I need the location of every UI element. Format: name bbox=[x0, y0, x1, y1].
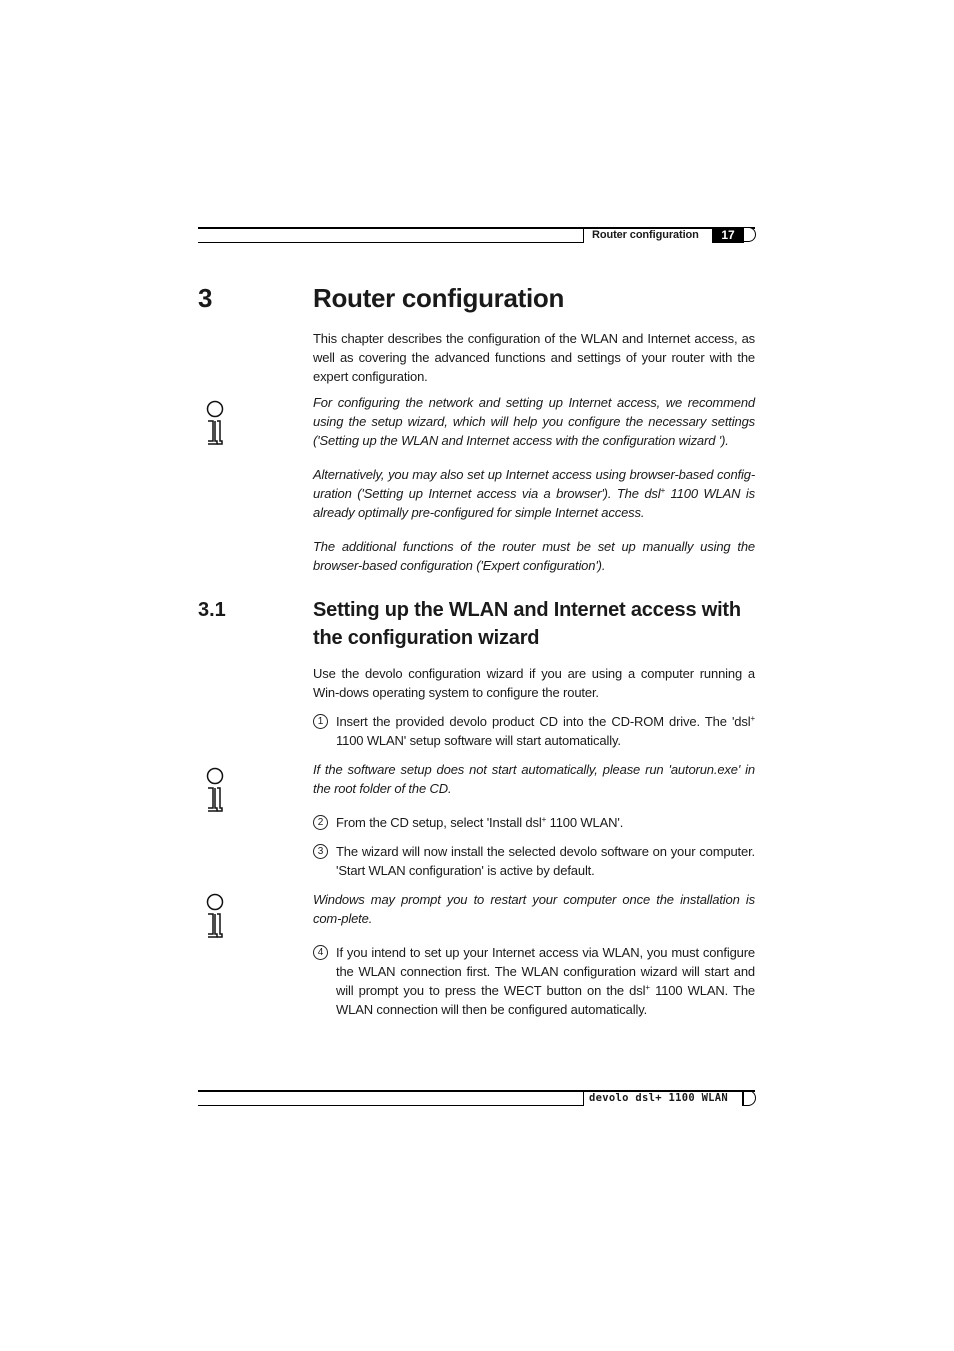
info-icon bbox=[203, 893, 227, 939]
step-marker: 3 bbox=[313, 844, 328, 859]
header-separator bbox=[583, 228, 584, 243]
chapter-number: 3 bbox=[198, 283, 213, 313]
step-text: From the CD setup, select 'Install dsl+ 1100 WLAN'. bbox=[336, 815, 624, 830]
chapter-title: Router configuration bbox=[313, 283, 565, 313]
step-item bbox=[313, 943, 755, 1019]
step-item bbox=[313, 813, 755, 832]
header-rule-bottom bbox=[198, 242, 584, 243]
section-intro: Use the devolo configuration wizard if you are using a computer running a Win-dows operating system to configure the router. bbox=[313, 666, 755, 700]
note-setup-wizard: For configuring the network and setting up Internet access, we recommend using the setup wizard, which will help you configure the necessary settings ('Setting up the WLAN and Internet access with the configuration wizard '). bbox=[313, 395, 755, 448]
chapter-intro: This chapter describes the configuration of the WLAN and Internet access, as well as covering the advanced functions and settings of your router with the expert configuration. bbox=[313, 331, 755, 384]
note-additional-functions: The additional functions of the router must be set up manually using the browser-based configuration ('Expert configuration'). bbox=[313, 539, 755, 573]
step-marker: 2 bbox=[313, 815, 328, 830]
footer-rule-bottom bbox=[198, 1105, 584, 1106]
step-marker: 4 bbox=[313, 945, 328, 960]
step-marker: 1 bbox=[313, 714, 328, 729]
note-autorun: If the software setup does not start automatically, please run 'autorun.exe' in the root folder of the CD. bbox=[313, 762, 755, 796]
footer-tab-bar bbox=[742, 1091, 744, 1106]
step-text: Insert the provided devolo product CD into the CD-ROM drive. The 'dsl+ 1100 WLAN' setup software will start automatically. bbox=[336, 714, 755, 748]
section-number: 3.1 bbox=[198, 599, 226, 621]
note-browser-config: Alternatively, you may also set up Internet access using browser-based config-uration ('Setting up Internet access via a browser'). The dsl+ 1100 WLAN is already optimally pre-configured for simple Internet access. bbox=[313, 467, 755, 520]
step-item bbox=[313, 842, 755, 880]
step-text: If you intend to set up your Internet access via WLAN, you must configure the WLAN connection first. The WLAN configuration wizard will start and will prompt you to press the WECT button on the dsl+ 1100 WLAN. The WLAN connection will then be configured automatically. bbox=[336, 945, 755, 1017]
step-text: The wizard will now install the selected devolo software on your computer. 'Start WLAN configuration' is active by default. bbox=[336, 844, 755, 878]
footer-separator bbox=[583, 1091, 584, 1106]
header-tab-cap bbox=[742, 227, 756, 242]
header-section-title: Router configuration bbox=[592, 229, 699, 241]
info-icon bbox=[203, 767, 227, 813]
info-icon bbox=[203, 400, 227, 446]
footer-product-name: devolo dsl+ 1100 WLAN bbox=[589, 1092, 729, 1104]
step-item bbox=[313, 712, 755, 750]
section-title: Setting up the WLAN and Internet access with the configuration wizard bbox=[313, 599, 741, 649]
note-restart: Windows may prompt you to restart your computer once the installation is com-plete. bbox=[313, 892, 755, 926]
footer-tab-cap bbox=[742, 1090, 756, 1106]
page-number: 17 bbox=[712, 228, 744, 243]
